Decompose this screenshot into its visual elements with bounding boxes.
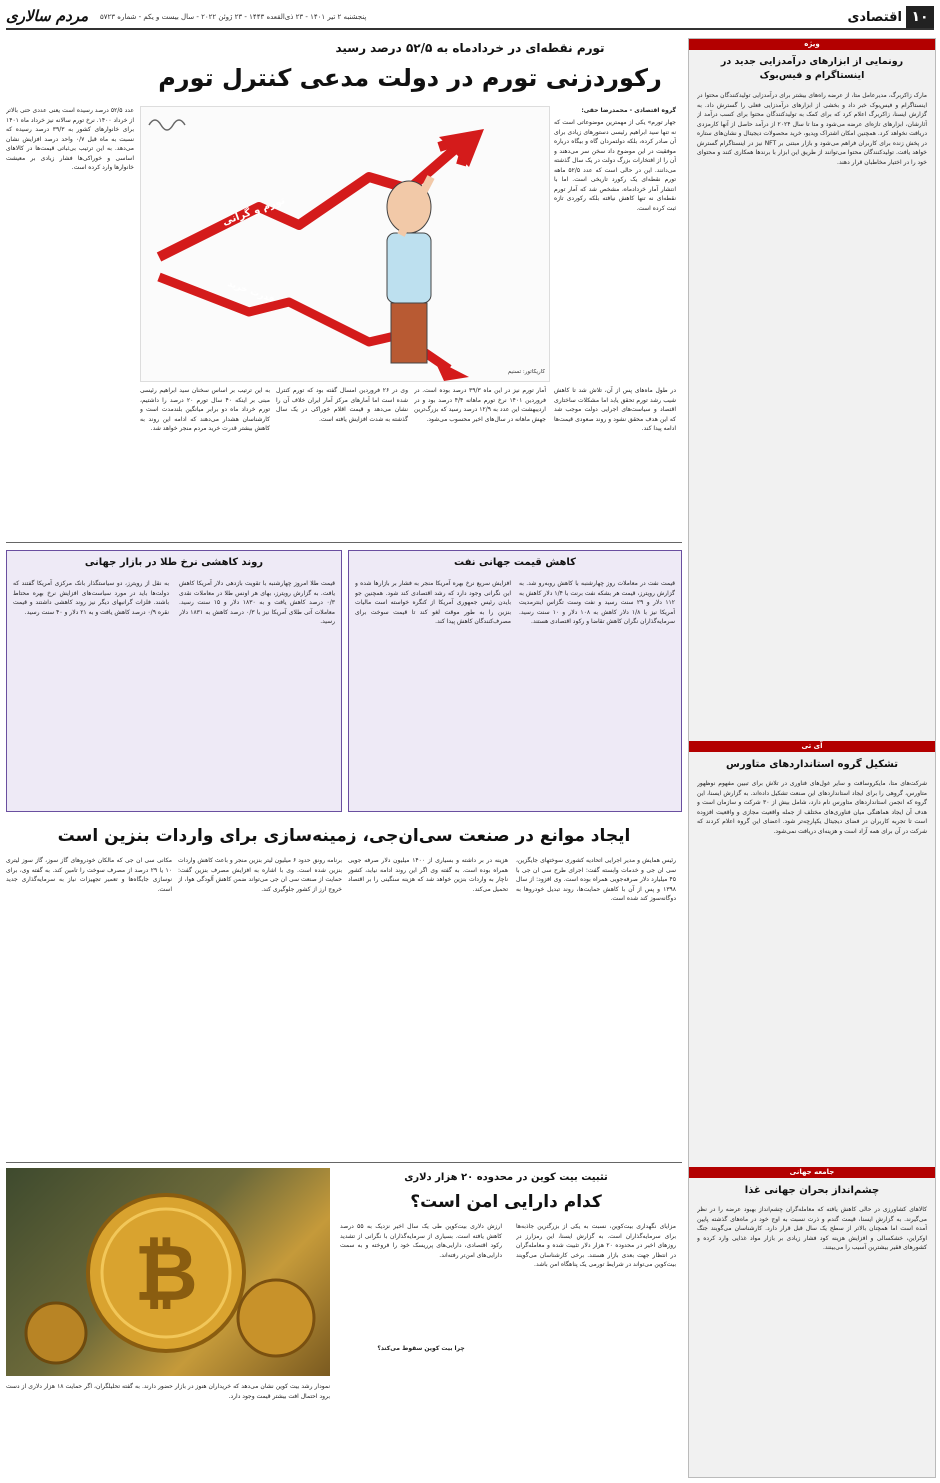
cng-col3: برنامه رونق حدود ۶ میلیون لیتر بنزین منجر و باعث کاهش واردات بنزین شده است. وی با اشاره به افزایش مصرف بنزین گفت: حمایت از صنعت سی ان جی می‌تواند ضمن کاهش آلودگی هوا، از خروج ارز از کشور جلوگیری کند.	[178, 857, 342, 893]
main-col6: به این ترتیب بر اساس سخنان سید ابراهیم رئیسی مبنی بر اینکه ۴۰ سال تورم ۲۰ درصد را داشتیم، تورم خرداد ماه دو برابر میانگین بلندمدت است و کارشناسان هشدار می‌دهند که ادامه این روند به کاهش بیشتر قدرت خرید مردم منجر خواهد شد.	[140, 387, 270, 432]
main-col2: در طول ماه‌های پس از آن، تلاش شد تا کاهش شیب رشد تورم تحقق یابد اما مشکلات ساختاری اقتصاد و سیاست‌های اجرایی دولت موجب شد که این هدف محقق نشود و روند صعودی قیمت‌ها ادامه پیدا کند.	[554, 387, 676, 432]
divider-cng-bitcoin	[6, 1162, 682, 1163]
sidebar-story2-headline: تشکیل گروه استانداردهای متاورس	[726, 759, 898, 770]
main-headline: رکوردزنی تورم در دولت مدعی کنترل تورم	[158, 64, 662, 92]
gold-box-title: روند کاهشی نرخ طلا در بازار جهانی	[84, 557, 264, 568]
bitcoin-photo	[6, 1168, 330, 1376]
main-col4: آمار تورم نیز در این ماه ۳۹/۳ درصد بوده است. در فروردین ۱۴۰۱ نرخ تورم ماهانه ۴/۴ درصد بود و در اردیبهشت این عدد به ۱۲/۹ درصد رسید که بزرگ‌ترین جهش ماهانه در سال‌های اخیر محسوب می‌شود.	[414, 387, 546, 423]
man-legs	[391, 303, 427, 363]
sidebar-story2-body: شرکت‌های متا، مایکروسافت و سایر غول‌های فناوری در تلاش برای تبیین مفهوم نوظهور متاورس، گروهی را برای ایجاد استانداردهای این صنعت تشکیل داده‌اند. به گزارش ایسنا، این گروه که انجمن استانداردهای متاورس نام دارد، شامل بیش از ۳۰ شرکت و سازمان است و هدف آن ایجاد هماهنگی میان فناوری‌های مختلف از جمله واقعیت مجازی و واقعیت افزوده است تا تجربه کاربران در فضای دیجیتال یکپارچه‌تر شود. اعضای این گروه اعلام کردند که شرکت در آن برای همه آزاد است و هزینه‌ای دریافت نمی‌شود.	[697, 780, 927, 835]
artist-signature-icon	[149, 120, 185, 130]
oil-box-col1: قیمت نفت در معاملات روز چهارشنبه با کاهش روبه‌رو شد. به گزارش رویترز، قیمت هر بشکه نفت برنت با ۱/۴ دلار کاهش به ۱۱۲ دلار و ۲۹ سنت رسید و نفت وست تگزاس اینترمدیت آمریکا نیز با ۱/۸ دلار کاهش به ۱۰۸ دلار و ۱۰ سنت رسید. سرمایه‌گذاران نگران کاهش تقاضا و رکود اقتصادی هستند.	[519, 580, 675, 625]
sidebar-story3-body: کالاهای کشاورزی در حالی کاهش یافته که معامله‌گران چشم‌انداز بهبود عرضه را در نظر می‌گیرند. به گزارش ایسنا، قیمت گندم و ذرت نسبت به اوج خود در ماه‌های گذشته پایین آمده است اما همچنان بالاتر از سطح یک سال قبل قرار دارد. کارشناسان می‌گویند جنگ اوکراین، خشکسالی و افزایش هزینه کود فشار زیادی بر بازار مواد غذایی وارد کرده و کشورهای فقیر بیشترین آسیب را می‌بینند.	[697, 1206, 927, 1251]
svg-text:₿: ₿	[134, 1229, 198, 1319]
dateline: پنجشنبه ۲ تیر ۱۴۰۱ - ۲۳ ذی‌القعده ۱۴۴۳ - ۲۳ ژوئن ۲۰۲۲ - سال بیست و یکم - شماره ۵۷۲۳	[100, 13, 367, 21]
cartoon-label-purchasing-power: قدرت خرید	[226, 278, 276, 306]
oil-price-box	[348, 550, 682, 812]
gold-box-col2: به نقل از رویترز، دو سیاستگذار بانک مرکزی آمریکا گفتند که دولت‌ها باید در مورد سیاست‌های افزایش نرخ بهره محتاط باشند. فلزات گرانبهای دیگر نیز روند کاهشی داشتند و قیمت نقره ۰/۹ درصد کاهش یافت و به ۲۱ دلار و ۴۰ سنت رسید.	[13, 580, 169, 616]
oil-box-col2: افزایش سریع نرخ بهره آمریکا منجر به فشار بر بازارها شده و این نگرانی وجود دارد که رشد اقتصادی کند شود. همچنین جو بایدن رئیس جمهوری آمریکا از کنگره خواسته است مالیات بنزین را به طور موقت لغو کند تا قیمت سوخت برای مصرف‌کنندگان کاهش پیدا کند.	[355, 580, 511, 625]
cng-col2: هزینه در بر داشته و بسیاری از ۱۴۰۰ میلیون دلار صرفه جویی همراه بوده است. به گفته وی اگر این روند ادامه نیابد، کشور ناچار به واردات بنزین خواهد شد که هزینه سنگینی را بر اقتصاد تحمیل می‌کند.	[348, 857, 508, 893]
cng-headline: ایجاد موانع در صنعت سی‌ان‌جی، زمینه‌سازی برای واردات بنزین است	[57, 826, 631, 846]
main-col1: جهار تورم» یکی از مهمترین موضوعاتی است که نه تنها سید ابراهیم رئیسی دستورهای زیادی برای آن صادر کرده، بلکه دولتمردان گاه و بیگاه درباره موفقیت در این موضوع داد سخن سر می‌دهند و آن را از افتخارات بزرگ دولت در یک سال گذشته می‌دانند. این در حالی است که عدد ۵۲/۵ ماهه تورم نقطه‌ای یک رکورد تاریخی است. اما با انتشار آمار خردادماه، مشخص شد که آمار تورم نقطه‌ای نه تنها کاهش نیافته بلکه رکوردی تازه ثبت کرده است.	[554, 119, 676, 212]
cng-col4: مکانی سی ان جی که مالکان خودروهای گاز سوز، گاز سوز لیتری ۱۰ یا ۲۹ درصد از مصرف سوخت را تامین کند. به گفته وی، برای نوسازی جایگاه‌ها و تعمیر تجهیزات نیاز به سرمایه‌گذاری جدید است.	[6, 857, 172, 893]
masthead-logo: مردم سالاری	[6, 7, 89, 25]
sidebar-tag-special: ویژه	[689, 39, 935, 50]
divider-main-boxes	[6, 542, 682, 543]
main-kicker: تورم نقطه‌ای در خردادماه به ۵۲/۵ درصد رسید	[335, 41, 605, 55]
bitcoin-col2: ارزش دلاری بیت‌کوین طی یک سال اخیر نزدیک به ۵۵ درصد کاهش یافته است. بسیاری از سرمایه‌گذاران با نگرانی از تشدید رکود اقتصادی، دارایی‌های پرریسک خود را فروخته و به سمت دارایی‌های امن‌تر رفته‌اند.	[340, 1223, 502, 1259]
sidebar-story1-body: مارک زاکربرگ، مدیرعامل متا، از عرضه راه‌های بیشتر برای درآمدزایی تولیدکنندگان محتوا در اینستاگرام و فیس‌بوک خبر داد و بخشی از ابزارهای درآمدزایی فعلی را گسترش داد. به گزارش ایسنا، زاکربرگ اعلام کرد که برای کمک به تولیدکنندگان محتوا برای کسب درآمد از آثارشان، ابزارهای تازه‌ای عرضه می‌شود و متا تا سال ۲۰۲۴ از درآمد حاصل از آنها کارمزدی دریافت نخواهد کرد. همچنین امکان اشتراک ویدیو، خرید محصولات دیجیتال و نشان‌های ستاره در پخش زنده برای کاربران فراهم می‌شود و بازار مبتنی بر NFT نیز در اینستاگرام گسترش خواهد یافت. تولیدکنندگان محتوا می‌توانند از طریق این ابزار با برندها همکاری کنند و محتوای خود را در اختیار مخاطبان قرار دهند.	[697, 92, 927, 166]
page-number-badge: ۱۰	[906, 6, 934, 28]
sidebar	[688, 38, 936, 1478]
cartoon-label-inflation: تورم و گرانی	[221, 195, 287, 228]
bitcoin-headline: کدام دارایی امن است؟	[410, 1192, 602, 1212]
sidebar-story3-headline: چشم‌انداز بحران جهانی غذا	[744, 1185, 880, 1196]
cartoon-illustration	[140, 106, 550, 382]
bitcoin-coins-drawing	[6, 1168, 330, 1376]
main-col5: وی در ۲۶ فروردین امسال گفته بود که تورم کنترل شده است اما آمارهای مرکز آمار ایران خلاف آن را نشان می‌دهد و قیمت اقلام خوراکی در یک سال گذشته به شدت افزایش یافته است.	[276, 387, 408, 423]
bitcoin-col3: نمودار رشد بیت کوین نشان می‌دهد که خریداران هنوز در بازار حضور دارند. به گفته تحلیلگران، اگر حمایت ۱۸ هزار دلاری از دست برود احتمال افت بیشتر قیمت وجود دارد.	[6, 1383, 330, 1400]
sidebar-story1-headline: رونمایی از ابزارهای درآمدزایی جدید در اینستاگرام و فیس‌بوک	[720, 56, 904, 81]
cartoon-caption: کاریکاتور: تسنیم	[507, 369, 545, 375]
sidebar-tag-world: جامعه جهانی	[689, 1167, 935, 1178]
cartoon-drawing	[140, 107, 549, 382]
bitcoin-col1: مزایای نگهداری بیت‌کوین، نسبت به یکی از بزرگترین جاذبه‌ها برای سرمایه‌گذاران است. به گزارش ایسنا، این رمزارز در روزهای اخیر در محدوده ۲۰ هزار دلار تثبیت شده و معامله‌گران در انتظار جهت بعدی بازار هستند. برخی کارشناسان می‌گویند بیت‌کوین می‌تواند در شرایط تورمی یک پناهگاه امن باشد.	[516, 1223, 676, 1268]
bitcoin-coin-small-icon	[26, 1303, 86, 1363]
bitcoin-kicker: تثبیت بیت کوین در محدوده ۲۰ هزار دلاری	[404, 1172, 608, 1183]
gold-price-box	[6, 550, 342, 812]
gold-box-col1: قیمت طلا امروز چهارشنبه با تقویت بازدهی دلار آمریکا کاهش یافت. به گزارش رویترز، بهای هر اونس طلا در معاملات نقدی ۰/۳ درصد کاهش یافت و به ۱۸۳۰ دلار و ۱۵ سنت رسید. معاملات آتی طلای آمریکا نیز با ۰/۳ درصد کاهش به ۱۸۳۱ دلار رسید.	[179, 580, 335, 625]
oil-box-title: کاهش قیمت جهانی نفت	[454, 557, 576, 568]
bitcoin-coin-small-icon	[238, 1280, 314, 1356]
sidebar-tag-it: آی تی	[689, 741, 935, 752]
cng-col1: رئیس همایش و مدیر اجرایی اتحادیه کشوری سوختهای جایگزین، سی ان جی و خدمات وابسته گفت: اجرای طرح سی ان جی با ۴۵ میلیارد دلار صرفه‌جویی همراه بوده است. وی افزود: از سال ۱۳۹۸ و پس از آن با کاهش حمایت‌ها، روند تبدیل خودروها به دوگانه‌سوز کند شده است.	[516, 857, 676, 902]
main-col3: عدد ۵۲/۵ درصد رسیده است یعنی عددی حتی بالاتر از خرداد ۱۴۰۰. نرخ تورم سالانه نیز خرداد ماه ۱۴۰۱ برای خانوارهای کشور به ۳۹/۳ درصد رسیده که نسبت به ماه قبل ۰/۷ واحد درصد افزایش نشان می‌دهد. به این ترتیب بی‌ثباتی قیمت‌ها در کالاهای اساسی و خوراکی‌ها فشار زیادی بر معیشت خانوارها وارد کرده است.	[6, 107, 134, 171]
bitcoin-subhead: چرا بیت کوین سقوط می‌کند؟	[377, 1345, 465, 1352]
man-body	[387, 233, 431, 303]
section-title: اقتصادی	[847, 10, 902, 25]
main-byline: گروه اقتصادی - محمدرضا حقی:	[581, 107, 676, 114]
page-header	[6, 4, 934, 30]
